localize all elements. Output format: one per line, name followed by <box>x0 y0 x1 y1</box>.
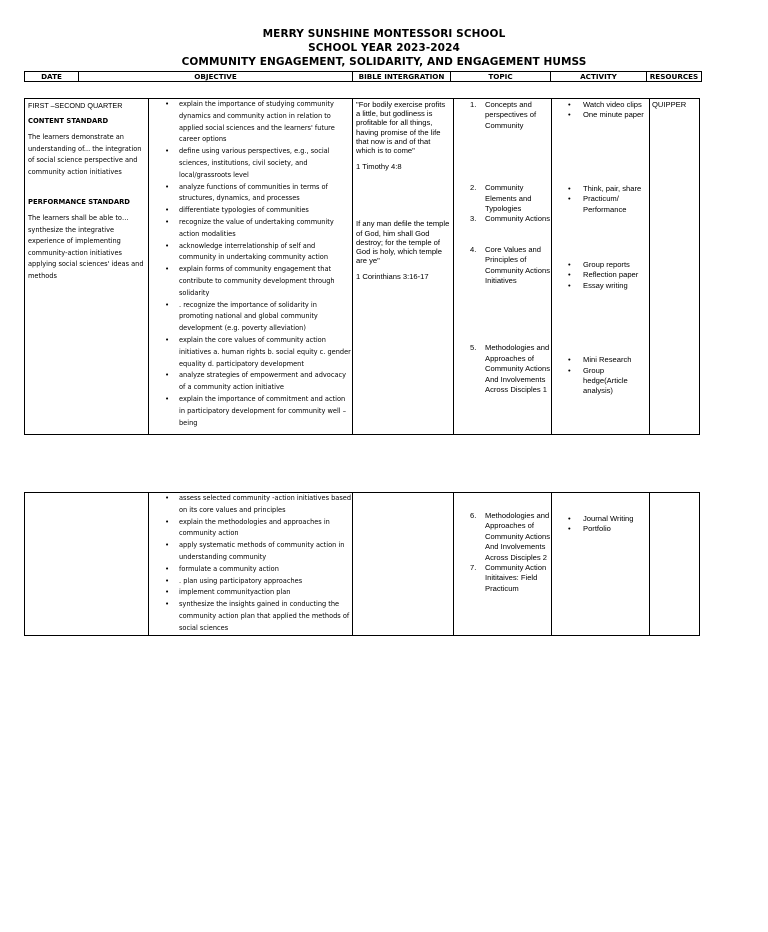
column-header-row <box>25 72 702 82</box>
list-item: • Journal Writing <box>552 514 649 524</box>
activity-cell <box>552 493 650 636</box>
list-item: 4. Core Values and Principles of Community Actions Initiatives <box>470 244 550 286</box>
table-row <box>25 99 700 435</box>
list-item: • differentiate typologies of communities <box>179 205 352 217</box>
list-item: • Watch video clips <box>552 100 649 110</box>
list-item: • formulate a community action <box>179 564 352 576</box>
list-item: • Group reports <box>552 260 649 270</box>
list-item: • explain forms of community engagement that contribute to community development through solidarity <box>179 264 352 299</box>
list-item: • define using various perspectives, e.g., social sciences, institutions, civil society, and local/grassroots level <box>179 146 352 181</box>
content-standard-text: The learners demonstrate an understanding of... the integration of social science perspective and community action initiatives <box>28 133 142 176</box>
list-item: • apply systematic methods of community action in understanding community <box>179 540 352 564</box>
objective-cell <box>149 493 353 636</box>
column-header-date: DATE <box>25 72 79 82</box>
column-header-table <box>24 71 702 82</box>
topic-list <box>454 245 551 287</box>
performance-standard-title: PERFORMANCE STANDARD <box>28 198 130 206</box>
list-item: • explain the methodologies and approaches in community action <box>179 517 352 541</box>
list-item: 6. Methodologies and Approaches of Community Actions And Involvements Across Disciples 2 <box>470 511 550 562</box>
school-name: MERRY SUNSHINE MONTESSORI SCHOOL <box>262 28 506 40</box>
list-item: • . plan using participatory approaches <box>179 576 352 588</box>
activity-cell <box>552 99 650 435</box>
list-item: • One minute paper <box>552 110 649 120</box>
objective-list <box>149 493 352 635</box>
list-item: 5. Methodologies and Approaches of Community Actions And Involvements Across Disciples 1 <box>470 343 550 395</box>
content-standard-title: CONTENT STANDARD <box>28 117 109 125</box>
activity-list <box>552 355 649 397</box>
list-item: • analyze functions of communities in terms of structures, dynamics, and processes <box>179 182 352 206</box>
objective-list <box>149 99 352 429</box>
topic-list <box>454 183 551 225</box>
list-item: • Group hedge(Article analysis) <box>552 366 649 397</box>
bible-reference: 1 Corinthians 3:16-17 <box>356 272 429 282</box>
curriculum-table-section-1 <box>24 98 700 435</box>
bible-cell <box>353 99 454 435</box>
bible-verse: "For bodily exercise profits a little, but godliness is profitable for all things, having promise of the life that now is and of that which is to come" <box>356 100 446 156</box>
topic-list <box>454 511 551 594</box>
list-item: 3. Community Actions <box>470 214 550 224</box>
resources-cell <box>650 493 700 636</box>
list-item: 7. Community Action Inititaives: Field Practicum <box>470 563 547 593</box>
column-header-resources: RESOURCES <box>647 72 702 82</box>
list-item: • assess selected community -action initiatives based on its core values and principles <box>179 493 352 517</box>
topic-cell <box>454 493 552 636</box>
list-item: • implement communityaction plan <box>179 587 352 599</box>
course-title: COMMUNITY ENGAGEMENT, SOLIDARITY, AND ENGAGEMENT HUMSS <box>181 56 587 68</box>
topic-list <box>454 343 551 395</box>
list-item: • Think, pair, share <box>552 184 649 194</box>
bible-reference: 1 Timothy 4:8 <box>356 162 402 172</box>
list-item: 1. Concepts and perspectives of Community <box>470 100 537 130</box>
topic-cell <box>454 99 552 435</box>
activity-list <box>552 514 649 535</box>
date-cell <box>25 493 149 636</box>
quarter-label: FIRST –SECOND QUARTER <box>28 101 123 110</box>
date-cell <box>25 99 149 435</box>
resources-cell: QUIPPER <box>650 99 700 435</box>
list-item: • explain the importance of studying community dynamics and community action in relation to applied social sciences and the learners' future career options <box>179 99 352 146</box>
performance-standard-text: The learners shall be able to… synthesize the integrative experience of implementing community-action initiatives applying social sciences' ideas and methods <box>28 214 144 280</box>
list-item: • explain the core values of community action initiatives a. human rights b. social equity c. gender equality d. participatory development <box>179 335 352 370</box>
list-item: • explain the importance of commitment and action in participatory development for community well –being <box>179 394 352 429</box>
column-header-objective: OBJECTIVE <box>79 72 353 82</box>
list-item: • Portfolio <box>552 524 649 534</box>
list-item: • analyze strategies of empowerment and advocacy of a community action initiative <box>179 370 352 394</box>
list-item: • . recognize the importance of solidarity in promoting national and global community development (e.g. poverty alleviation) <box>179 300 352 335</box>
objective-cell <box>149 99 353 435</box>
page-header <box>0 27 768 69</box>
table-row <box>25 493 700 636</box>
activity-list <box>552 184 649 215</box>
bible-cell <box>353 493 454 636</box>
topic-list <box>454 100 551 131</box>
list-item: • Reflection paper <box>552 270 649 280</box>
list-item: • recognize the value of undertaking community action modalities <box>179 217 352 241</box>
column-header-bible: BIBLE INTERGRATION <box>353 72 451 82</box>
list-item: • Practicum/ Performance <box>552 194 649 215</box>
school-year: SCHOOL YEAR 2023-2024 <box>308 42 460 54</box>
activity-list <box>552 100 649 121</box>
column-header-topic: TOPIC <box>451 72 551 82</box>
column-header-activity: ACTIVITY <box>551 72 647 82</box>
curriculum-table-section-2 <box>24 492 700 636</box>
activity-list <box>552 260 649 291</box>
bible-verse: If any man defile the temple of God, him shall God destroy; for the temple of God is holy, which temple are ye" <box>356 219 450 266</box>
list-item: • acknowledge interrelationship of self and community in undertaking community action <box>179 241 352 265</box>
list-item: 2. Community Elements and Typologies <box>470 183 532 214</box>
list-item: • synthesize the insights gained in conducting the community action plan that applied the methods of social sciences <box>179 599 352 634</box>
list-item: • Essay writing <box>552 281 649 291</box>
list-item: • Mini Research <box>552 355 649 365</box>
